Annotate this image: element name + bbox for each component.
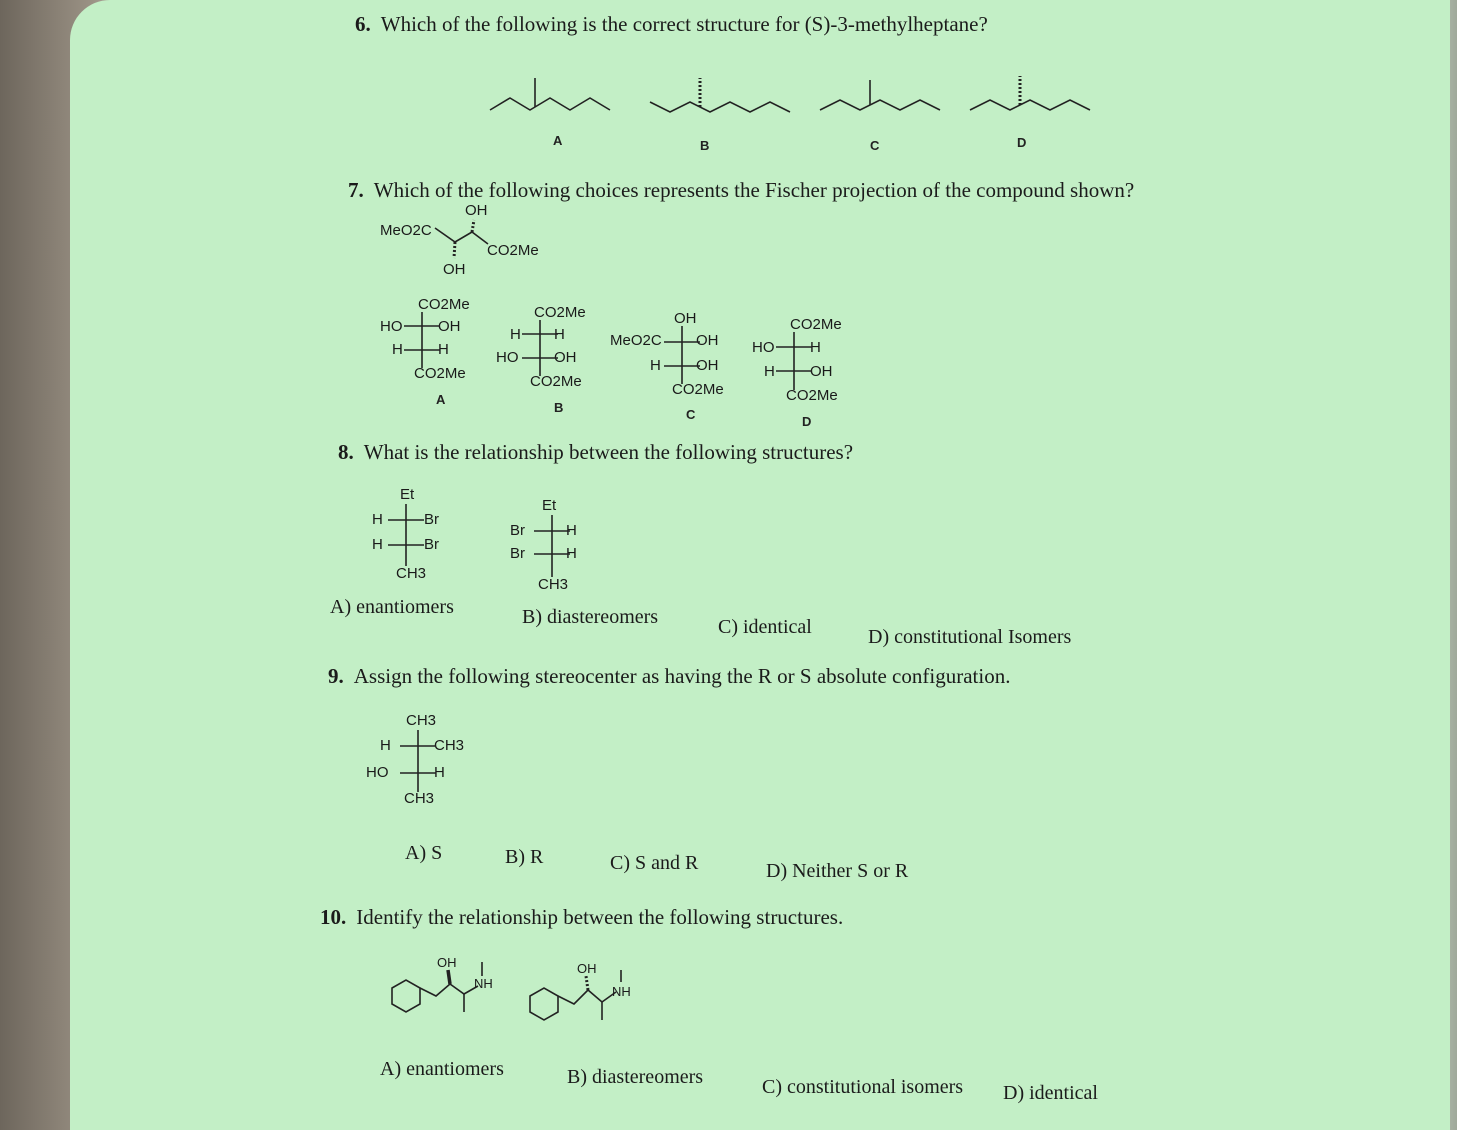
q9-row2-left: HO <box>366 764 389 781</box>
q8-s1-row2-left: H <box>372 536 383 553</box>
q7-b-row1-left: H <box>510 326 521 343</box>
q8-structure-1 <box>372 486 462 586</box>
q7-a-bottom: CO2Me <box>414 365 466 382</box>
q7-c-label: C <box>686 407 696 422</box>
q7-c-row2-left: H <box>650 357 661 374</box>
q7-c-row1-left: MeO2C <box>610 332 662 349</box>
q7-a-row1-left: HO <box>380 318 403 335</box>
q10-s2-oh-hashed <box>586 976 588 990</box>
q7-d-row2-left: H <box>764 363 775 380</box>
q8-s2-top: Et <box>542 497 557 514</box>
question-9-text: Assign the following stereocenter as having the R or S absolute configuration. <box>353 664 1011 688</box>
q7-c-top: OH <box>674 310 697 327</box>
q7-d-top: CO2Me <box>790 316 842 333</box>
q7-b-row1-right: H <box>554 326 565 343</box>
q10-option-b[interactable]: B) diastereomers <box>567 1066 704 1088</box>
q8-s2-row2-left: Br <box>510 545 525 562</box>
q10-s1-oh-wedge <box>448 970 450 984</box>
q10-s1-nh-label: NH <box>474 976 493 991</box>
q7-d-cross-lines <box>774 332 814 390</box>
q6-structure-b <box>650 102 790 112</box>
q10-s2-benzene <box>530 988 558 1020</box>
q10-s2-chain <box>558 990 616 1004</box>
q10-option-a[interactable]: A) enantiomers <box>380 1058 504 1080</box>
q10-option-c[interactable]: C) constitutional isomers <box>762 1076 964 1098</box>
q7-b-label: B <box>554 400 564 415</box>
q10-s1-benzene <box>392 980 420 1012</box>
q6-structure-c <box>820 100 940 110</box>
q9-option-a[interactable]: A) S <box>405 842 443 864</box>
question-10-text: Identify the relationship between the following structures. <box>356 905 844 929</box>
q7-compound-top-oh: OH <box>465 202 488 219</box>
q10-option-d[interactable]: D) identical <box>1003 1082 1098 1104</box>
q6-label-d: D <box>1017 135 1027 150</box>
q8-s2-cross-lines <box>532 515 572 577</box>
q7-compound-hashed-down <box>454 242 455 258</box>
q7-c-cross-lines <box>662 326 702 384</box>
q6-label-b: B <box>700 138 710 153</box>
question-6 <box>355 12 988 37</box>
q7-compound-hashed-up <box>472 220 474 232</box>
q7-compound-bottom-oh: OH <box>443 261 466 278</box>
q6-label-a: A <box>553 133 563 148</box>
q7-choice-a[interactable] <box>380 296 490 416</box>
q7-choice-c[interactable] <box>610 310 740 430</box>
q8-s1-top: Et <box>400 486 415 503</box>
question-7-number: 7. <box>348 178 364 202</box>
q7-b-cross-lines <box>520 320 560 376</box>
q7-d-row1-right: H <box>810 339 821 356</box>
q7-b-bottom: CO2Me <box>530 373 582 390</box>
q6-structures <box>480 70 1120 130</box>
q7-d-bottom: CO2Me <box>786 387 838 404</box>
q7-choice-b[interactable] <box>496 304 606 424</box>
question-8-number: 8. <box>338 440 354 464</box>
q7-d-row1-left: HO <box>752 339 775 356</box>
worksheet-page <box>70 0 1450 1130</box>
question-9 <box>328 664 1010 689</box>
q7-c-bottom: CO2Me <box>672 381 724 398</box>
q7-compound-chain <box>435 228 488 244</box>
q7-compound-left-group: MeO2C <box>380 222 432 239</box>
question-8-text: What is the relationship between the following structures? <box>363 440 854 464</box>
q10-s2-nh-label: NH <box>612 984 631 999</box>
q9-structure <box>366 712 476 812</box>
q8-s1-cross-lines <box>386 504 426 566</box>
q8-option-d[interactable]: D) constitutional Isomers <box>868 626 1072 648</box>
question-9-number: 9. <box>328 664 344 688</box>
q8-s1-row2-right: Br <box>424 536 439 553</box>
q8-s2-row1-left: Br <box>510 522 525 539</box>
q6-structure-a <box>490 98 610 110</box>
q8-structure-2 <box>510 497 600 597</box>
q8-s2-bottom: CH3 <box>538 576 569 593</box>
q9-option-d[interactable]: D) Neither S or R <box>766 860 909 882</box>
question-7 <box>348 178 1134 203</box>
q7-choice-d[interactable] <box>752 316 862 436</box>
q7-a-row2-right: H <box>438 341 449 358</box>
q8-s2-row2-right: H <box>566 545 577 562</box>
q8-option-a[interactable]: A) enantiomers <box>330 596 454 618</box>
q10-s2-oh-label: OH <box>577 961 597 976</box>
q9-top: CH3 <box>406 712 437 729</box>
q7-a-top: CO2Me <box>418 296 470 313</box>
q9-option-b[interactable]: B) R <box>505 846 544 868</box>
q7-b-row2-left: HO <box>496 349 519 366</box>
q7-c-row2-right: OH <box>696 357 719 374</box>
q8-s1-row1-left: H <box>372 511 383 528</box>
q6-label-c: C <box>870 138 880 153</box>
question-6-text: Which of the following is the correct structure for (S)-3-methylheptane? <box>380 12 988 36</box>
q7-c-row1-right: OH <box>696 332 719 349</box>
q7-d-label: D <box>802 414 812 429</box>
q8-option-b[interactable]: B) diastereomers <box>522 606 659 628</box>
q7-b-top: CO2Me <box>534 304 586 321</box>
q6-structure-d <box>970 100 1090 110</box>
question-10-number: 10. <box>320 905 347 929</box>
q9-row2-right: H <box>434 764 445 781</box>
question-7-text: Which of the following choices represents the Fischer projection of the compound shown? <box>373 178 1135 202</box>
q10-s1-oh-label: OH <box>437 955 457 970</box>
q7-a-cross-lines <box>402 312 442 368</box>
q10-s1-chain <box>420 984 478 996</box>
q7-a-label: A <box>436 392 446 407</box>
q7-d-row2-right: OH <box>810 363 833 380</box>
question-8 <box>338 440 853 465</box>
q9-option-c[interactable]: C) S and R <box>610 852 699 874</box>
question-6-number: 6. <box>355 12 371 36</box>
question-10 <box>320 905 843 930</box>
q7-compound-right-group: CO2Me <box>487 242 539 259</box>
q9-bottom: CH3 <box>404 790 435 807</box>
q9-row1-left: H <box>380 737 391 754</box>
q8-s1-row1-right: Br <box>424 511 439 528</box>
q7-a-row2-left: H <box>392 341 403 358</box>
q7-a-row1-right: OH <box>438 318 461 335</box>
q9-cross-lines <box>398 730 438 792</box>
q7-b-row2-right: OH <box>554 349 577 366</box>
q8-s1-bottom: CH3 <box>396 565 427 582</box>
q9-row1-right: CH3 <box>434 737 465 754</box>
q7-compound-bonds <box>430 218 500 263</box>
q8-option-c[interactable]: C) identical <box>718 616 812 638</box>
q8-s2-row1-right: H <box>566 522 577 539</box>
